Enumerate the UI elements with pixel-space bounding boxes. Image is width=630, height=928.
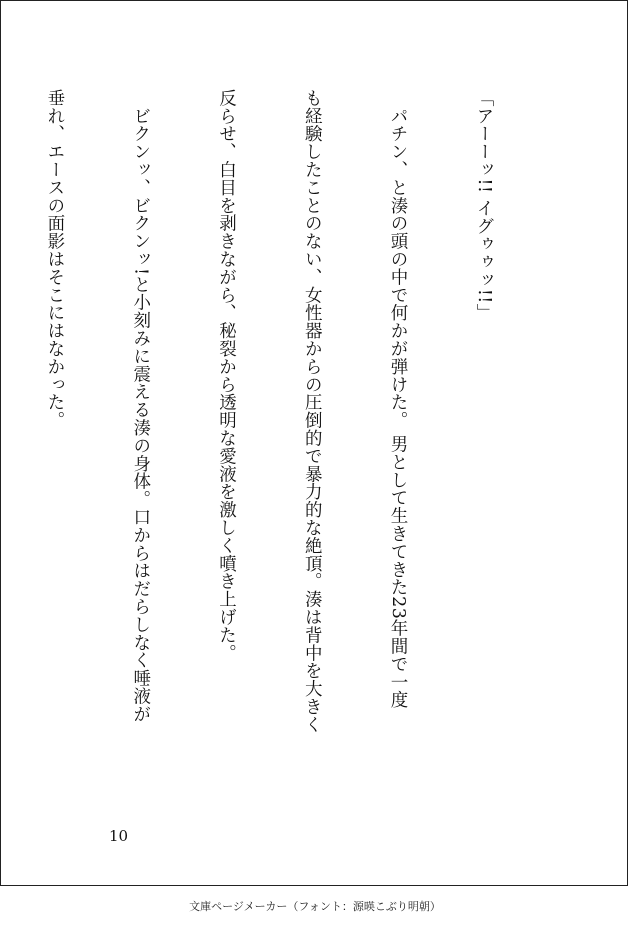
text-line: も経験したことのない、女性器からの圧倒的で暴力的な絶頂。湊は背中を大きく <box>302 89 323 734</box>
text-line: 反らせ、白目を剥きながら、秘裂から透明な愛液を激しく噴き上げた。 <box>216 89 237 662</box>
page-number: 10 <box>109 827 129 845</box>
text-line: 「アーーッ!! イグゥゥッ!!」 <box>473 89 494 322</box>
vertical-body-text <box>0 89 555 809</box>
text-line: パチン、と湊の頭の中で何かが弾けた。 男として生きてきた23年間で一度 <box>388 89 409 709</box>
text-line: ビクンッ、ビクンッ!と小刻みに震える湊の身体。口からはだらしなく唾液が <box>130 89 151 723</box>
text-line: 垂れ、エースの面影はそこにはなかった。 <box>44 89 65 430</box>
footer-caption: 文庫ページメーカー（フォント：源暎こぶり明朝） <box>189 900 441 913</box>
